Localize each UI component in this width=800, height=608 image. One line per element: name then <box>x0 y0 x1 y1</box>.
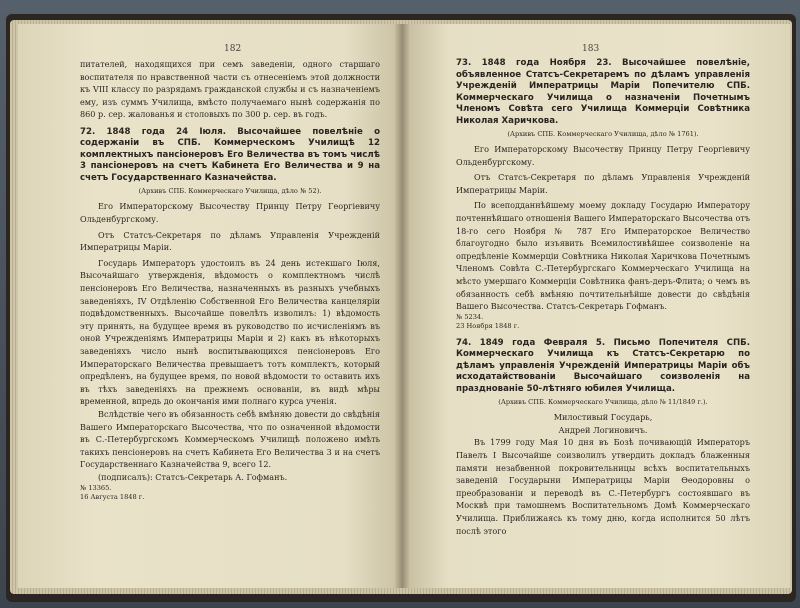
document-74-heading: 74. 1849 года Февраля 5. Письмо Попечителя СПБ. Коммерческаго Училища къ Статсъ-Секретарю по дѣламъ управленiя Учрежденiй Императрицы Марiи объ исходатайствованiи Высочайшаго соизволенiя на празднованiе 50-лѣтняго юбилея Училища. <box>456 337 750 394</box>
document-72-from: Отъ Статсъ-Секретаря по дѣламъ Управленiя Учрежденiй Императрицы Марiи. <box>80 229 380 253</box>
book-gutter <box>394 24 410 588</box>
document-74-source: (Архивъ СПБ. Коммерческаго Училища, дѣло № 11/1849 г.). <box>498 398 708 407</box>
document-72-source: (Архивъ СПБ. Коммерческаго Училища, дѣло № 52). <box>138 187 322 196</box>
left-page-number: 182 <box>224 44 242 54</box>
left-intro-paragraph: питателей, находящихся при семъ заведенiи, одного старшаго воспитателя по нравственной части съ отнесенiемъ этой должности къ VIII классу по разрядамъ гражданской службы и съ назначенiемъ ему, изъ суммъ Училища, вмѣсто получаемаго нынѣ содержанiя по 860 р. сер. жалованья и столовыхъ по 300 р. сер. въ годъ. <box>80 59 380 120</box>
document-73-heading: 73. 1848 года Ноября 23. Высочайшее повелѣнiе, объявленное Статсъ-Секретаремъ по дѣламъ управленiя Учрежденiй Императрицы Марiи Попечителю СПБ. Коммерческаго Училища о назначенiи Почетнымъ Членомъ Совѣта сего Училища Коммерцiи Совѣтника Николая Харичкова. <box>456 58 750 126</box>
document-73-number: № 5234. <box>456 312 484 321</box>
document-73-body: По всеподданнѣйшему моему докладу Государю Императору почтеннѣйшаго отношенiя Вашего Императорскаго Высочества отъ 18-го сего Ноября № 787 Его Императорское Величество благоугодно было изъявить Всемилостивѣйшее соизволенiе на опредѣленiе Коммерцiи Совѣтника Николая Харичкова Почетнымъ Членомъ Совѣта С.-Петербургскаго Коммерческаго Училища на мѣсто умершаго Коммерцiи Совѣтника фанъ-деръ-Флита; о чемъ въ обязанность себѣ вмѣняю почтительнѣйше довести до свѣдѣнiя Вашего Высочества. Статсъ-Секретарь Гофманъ. <box>456 200 750 312</box>
document-72-signature: (подписалъ): Статсъ-Секретарь А. Гофманъ. <box>98 471 288 482</box>
right-page <box>402 24 790 588</box>
document-73-addressee: Его Императорскому Высочеству Принцу Петру Георгiевичу Ольденбургскому. <box>456 144 750 167</box>
document-74-salutation-name: Андрей Логиновичъ. <box>558 424 648 435</box>
document-72-number: № 13365. <box>80 483 112 492</box>
right-page-number: 183 <box>582 44 600 54</box>
document-72-date: 16 Августа 1848 г. <box>80 493 145 502</box>
document-73-source: (Архивъ СПБ. Коммерческаго Училища, дѣло № 1761). <box>507 130 699 138</box>
document-72-addressee: Его Императорскому Высочеству Принцу Петру Георгiевичу Ольденбургскому. <box>80 201 380 225</box>
document-73-date: 23 Ноября 1848 г. <box>456 322 520 331</box>
document-72-body-continued: Вслѣдствiе чего въ обязанность себѣ вмѣняю довести до свѣдѣнiя Вашего Императорскаго Высочества, что по означенной вѣдомости въ С.-Петербургскомъ Коммерческомъ Училищѣ положено имѣть такихъ пенсiонеровъ на счетъ Кабинета Его Величества 3 и на счетъ Государственнаго Казначейства 9, всего 12. <box>80 408 380 470</box>
document-72-body: Государь Императоръ удостоилъ въ 24 день истекшаго Iюля, Высочайшаго утвержденiя, вѣдомость о комплектномъ числѣ пенсiонеровъ Его Величества, назначенныхъ въ разныхъ учебныхъ заведенiяхъ, IV Отдѣленiю Собственной Его Величества канцелярiи подвѣдомственныхъ. Высочайше повелѣть изволилъ: 1) вѣдомость эту принять, на будущее время въ руководство по исчисленiямъ въ оной Учрежденiямъ Императрицы Марiи и 2) какъ въ нѣкоторыхъ заведенiяхъ число нынѣ воспитывающихся пенсiонеровъ Его Императорскаго Величества превышаетъ тотъ комплектъ, который опредѣленъ, на будущее время, по новой вѣдомости то оставить ихъ въ тѣхъ заведенiяхъ на прежнемъ основанiи, въ видѣ мѣры временной, впредь до окончанiя ими полнаго курса ученiя. <box>80 257 380 407</box>
document-74-body: Въ 1799 году Мая 10 дня въ Бозѣ почивающiй Императоръ Павелъ I Высочайше соизволилъ утвердить докладъ блаженныя памяти незабвенной покровительницы всѣхъ воспитательныхъ заведенiй Государыни Императрицы Марiи Өеодоровны о преобразованiи и переводѣ въ С.-Петербургъ состоявшаго въ Москвѣ при тамошнемъ Воспитательномъ Домѣ Коммерческаго Училища. Приближаясь къ тому дню, когда исполнится 50 лѣтъ послѣ этого <box>456 437 750 536</box>
document-73-from: Отъ Статсъ-Секретаря по дѣламъ Управленiя Учрежденiй Императрицы Марiи. <box>456 172 750 195</box>
document-72-heading: 72. 1848 года 24 Iюля. Высочайшее повелѣнiе о содержанiи въ СПБ. Коммерческомъ Училищѣ 12 комплектныхъ пансiонеровъ Его Величества въ томъ числѣ 3 пансiонеровъ на счетъ Кабинета Его Величества и 9 на счетъ Государственнаго Казначейства. <box>80 126 380 183</box>
left-page <box>18 24 402 588</box>
document-74-salutation: Милостивый Государь, <box>553 412 653 423</box>
